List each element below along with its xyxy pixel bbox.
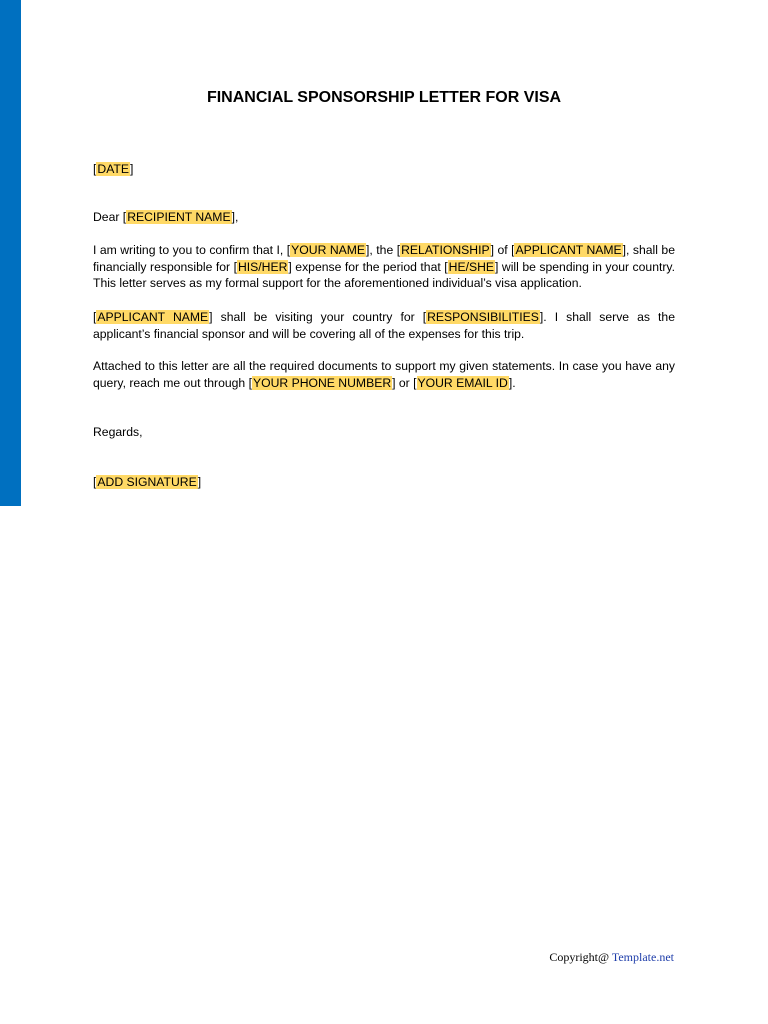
template-net-link[interactable]: Template.net <box>611 950 674 964</box>
paragraph-confirmation <box>93 242 675 292</box>
para1-text-2: ], the [ <box>366 243 401 257</box>
signature-close-bracket: ] <box>197 475 202 489</box>
para2-text-2: ] shall be visiting your country for [ <box>209 310 427 324</box>
his-her-placeholder: HIS/HER <box>237 259 288 274</box>
signature-placeholder: ADD SIGNATURE <box>97 475 197 489</box>
applicant-name-placeholder: APPLICANT NAME <box>515 243 622 257</box>
paragraph-attachments <box>93 358 675 391</box>
copyright-footer <box>549 950 674 965</box>
email-id-placeholder: YOUR EMAIL ID <box>417 375 508 390</box>
date-placeholder: DATE <box>97 162 129 176</box>
salutation-line <box>93 210 238 224</box>
recipient-name-placeholder: RECIPIENT NAME <box>127 210 231 224</box>
paragraph-visit <box>93 309 675 342</box>
signature-open-bracket: [ <box>93 475 97 489</box>
relationship-placeholder: RELATIONSHIP <box>401 243 490 257</box>
responsibilities-placeholder: RESPONSIBILITIES <box>427 310 539 324</box>
para1-text-1: I am writing to you to confirm that I, [ <box>93 243 291 257</box>
para2-text-3: ]. I shall serve as the applicant’s financial sponsor and will be covering all of the expenses for this trip. <box>93 310 675 341</box>
your-name-placeholder: YOUR NAME <box>291 243 366 257</box>
date-line <box>93 162 133 176</box>
accent-side-bar <box>0 0 21 506</box>
closing-line: Regards, <box>93 425 143 439</box>
date-close-bracket: ] <box>130 162 134 176</box>
phone-number-placeholder: YOUR PHONE NUMBER <box>252 375 392 390</box>
para2-text-1: [ <box>93 310 97 324</box>
salutation-suffix: ], <box>231 210 239 224</box>
document-title: FINANCIAL SPONSORSHIP LETTER FOR VISA <box>206 89 562 106</box>
para1-text-4: ], shall be financially responsible for [ <box>93 243 675 274</box>
para1-text-6: ] will be spending in your country. This letter serves as my formal support for the aforementioned individual’s visa application. <box>93 259 676 290</box>
applicant-name-placeholder-2: APPLICANT NAME <box>97 310 209 324</box>
para1-text-3: ] of [ <box>490 243 515 257</box>
para3-text-3: ]. <box>508 375 516 390</box>
signature-line <box>93 475 201 489</box>
para3-text-2: ] or [ <box>392 375 417 390</box>
copyright-label: Copyright@ <box>549 950 612 964</box>
para1-text-5: ] expense for the period that [ <box>288 259 448 274</box>
he-she-placeholder: HE/SHE <box>448 259 495 274</box>
date-open-bracket: [ <box>93 162 97 176</box>
salutation-prefix: Dear [ <box>93 210 127 224</box>
para3-text-1: Attached to this letter are all the required documents to support my given statements. In case you have any query, reach me out through [ <box>93 359 675 390</box>
